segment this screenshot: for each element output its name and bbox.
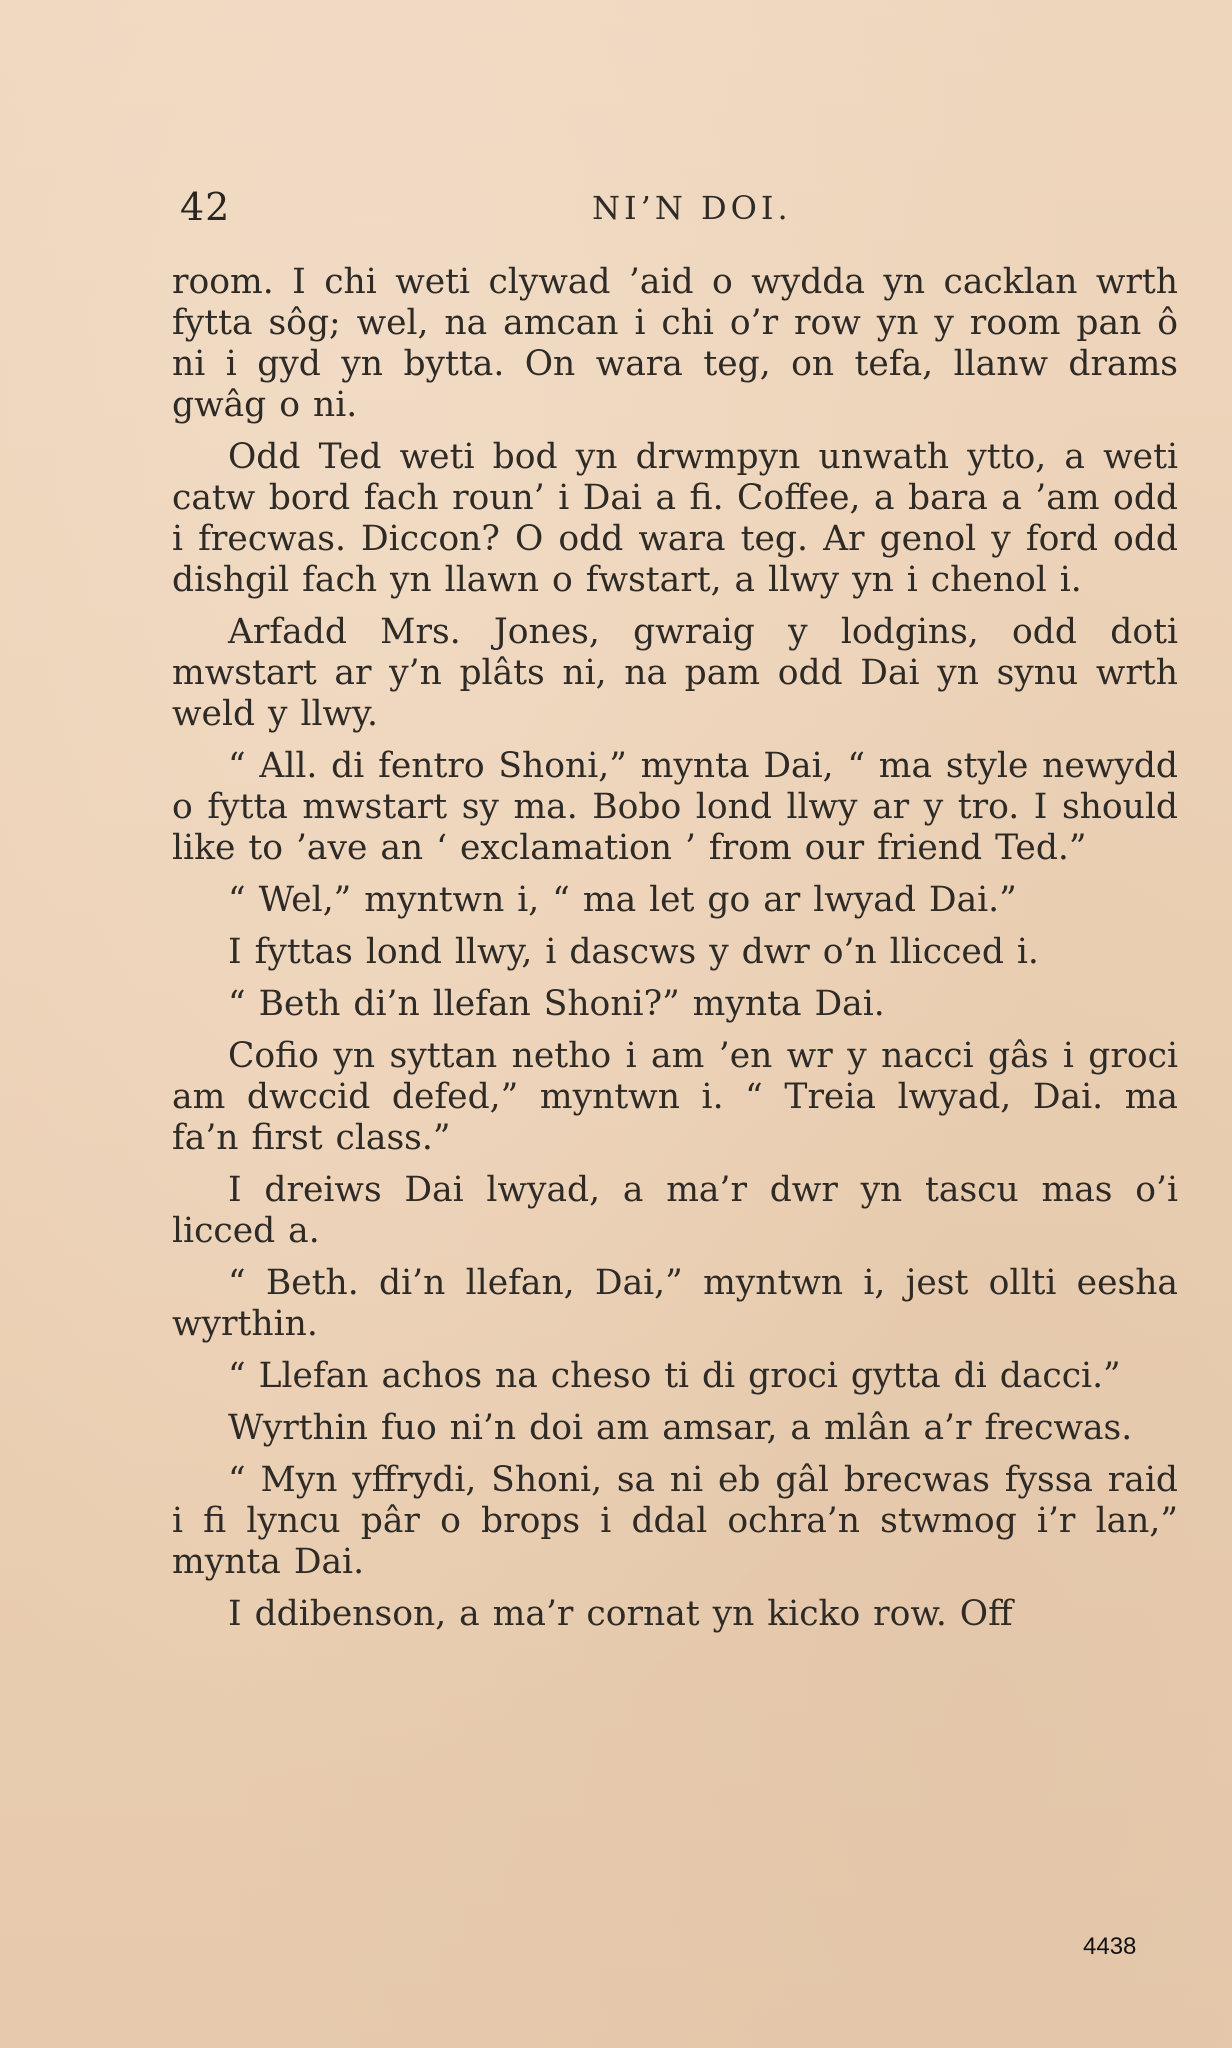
paragraph: Wyrthin fuo ni’n doi am amsar, a mlân a’r frecwas. <box>228 1408 1133 1448</box>
paragraph: I dreiws Dai lwyad, a ma’r dwr yn tascu mas o’i licced a. <box>172 1170 1178 1251</box>
paragraph: I fyttas lond llwy, i dascws y dwr o’n llicced i. <box>228 932 1039 972</box>
paragraph: I ddibenson, a ma’r cornat yn kicko row. Off <box>228 1594 1013 1634</box>
paragraph: Odd Ted weti bod yn drwmpyn unwath ytto, a weti catw bord fach roun’ i Dai a fi. Coffee, a bara a ’am odd i frecwas. Diccon? O odd wara teg. Ar genol y ford odd dishgil fach yn llawn o fwstart, a llwy yn i chenol i. <box>172 437 1178 600</box>
running-head: NI’N DOI. <box>592 189 792 227</box>
archive-number-stamp: 4438 <box>1083 1933 1137 1960</box>
paragraph: “ Beth di’n llefan Shoni?” mynta Dai. <box>228 984 885 1024</box>
paragraph: room. I chi weti clywad ’aid o wydda yn cacklan wrth fytta sôg; wel, na amcan i chi o’r row yn y room pan ô ni i gyd yn bytta. On wara teg, on tefa, llanw drams gwâg o ni. <box>172 262 1178 425</box>
paragraph: Cofio yn syttan netho i am ’en wr y nacci gâs i groci am dwccid defed,” myntwn i. “ Treia lwyad, Dai. ma fa’n first class.” <box>172 1036 1178 1158</box>
page-number: 42 <box>180 185 231 229</box>
body-text <box>172 262 1178 1646</box>
page-header <box>180 185 1180 245</box>
paragraph: “ Wel,” myntwn i, “ ma let go ar lwyad Dai.” <box>228 880 1017 920</box>
paragraph: Arfadd Mrs. Jones, gwraig y lodgins, odd doti mwstart ar y’n plâts ni, na pam odd Dai yn synu wrth weld y llwy. <box>172 612 1178 734</box>
paragraph: “ All. di fentro Shoni,” mynta Dai, “ ma style newydd o fytta mwstart sy ma. Bobo lond llwy ar y tro. I should like to ’ave an ‘ exclamation ’ from our friend Ted.” <box>172 746 1178 868</box>
paragraph: “ Myn yffrydi, Shoni, sa ni eb gâl brecwas fyssa raid i fi lyncu pâr o brops i ddal ochra’n stwmog i’r lan,” mynta Dai. <box>172 1460 1178 1582</box>
paragraph: “ Beth. di’n llefan, Dai,” myntwn i, jest ollti eesha wyrthin. <box>172 1263 1178 1344</box>
paragraph: “ Llefan achos na cheso ti di groci gytta di dacci.” <box>228 1356 1121 1396</box>
